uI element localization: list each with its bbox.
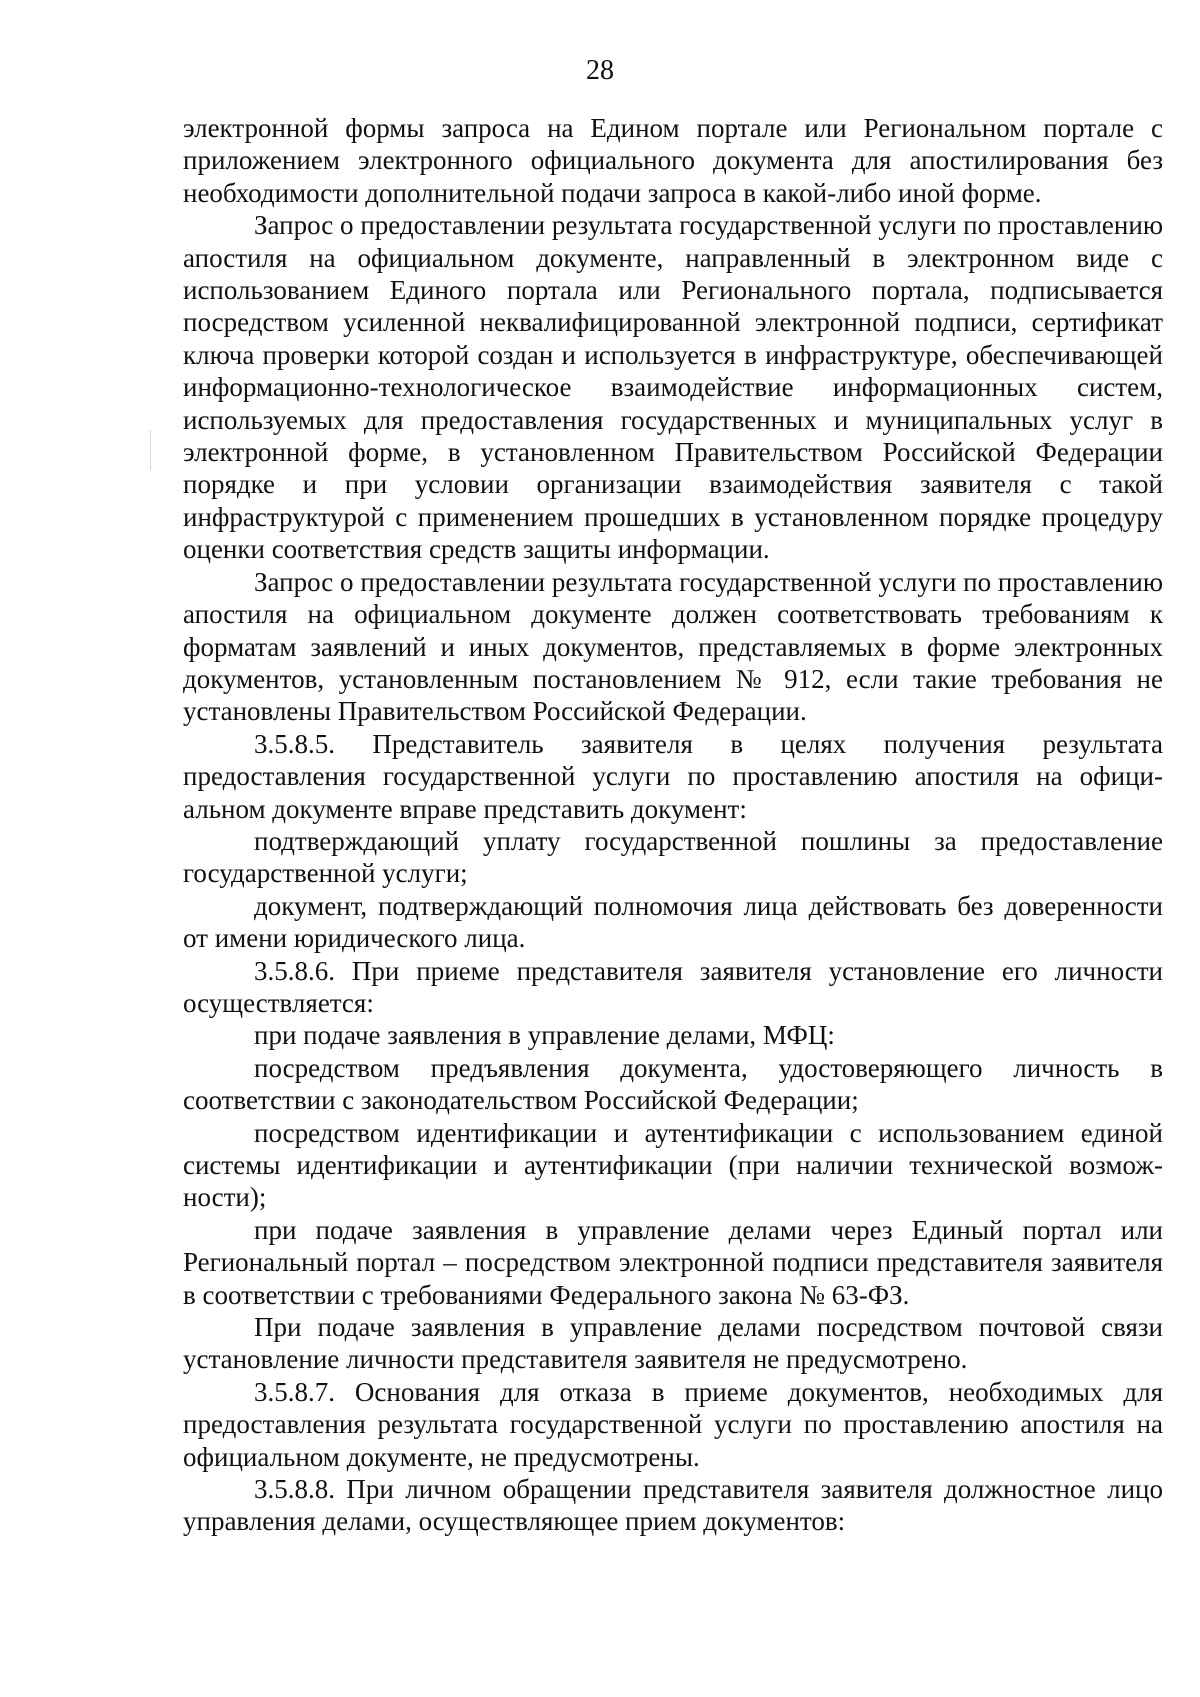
paragraph-portal-submission: при подаче заявления в управление делами через Единый портал или Региональный портал – посредством электронной подписи представителя заявителя в соответствии с требованиями Федерального закона № 63-ФЗ. <box>183 1214 1163 1310</box>
paragraph-3-5-8-7: 3.5.8.7. Основания для отказа в приеме документов, необходимых для предоставления результата государственной услуги по проставлению апостиля на официальном документе, не предусмотрены. <box>183 1376 1163 1472</box>
paragraph-identity-document: посредством предъявления документа, удостоверяющего личность в соответствии с законодательством Российской Федерации; <box>183 1052 1163 1116</box>
paragraph-3-5-8-5: 3.5.8.5. Представитель заявителя в целях получения результата предоставления государственной услуги по проставлению апостиля на официальном документе вправе представить документ: <box>183 728 1163 824</box>
paragraph-fee-payment-document: подтверждающий уплату государственной пошлины за предоставление государственной услуги; <box>183 825 1163 889</box>
paragraph-continuation: электронной формы запроса на Едином портале или Региональном портале с приложением электронного официального документа для апостилирования без необходимости дополнительной подачи запроса в какой-либо иной форме. <box>183 113 1163 208</box>
paragraph-authority-document: документ, подтверждающий полномочия лица действовать без доверенности от имени юридического лица. <box>183 890 1163 954</box>
paragraph-3-5-8-6: 3.5.8.6. При приеме представителя заявителя установление его личности осуществляется: <box>183 955 1163 1018</box>
page-number: 28 <box>586 55 614 86</box>
scan-artifact <box>150 430 151 470</box>
paragraph-in-person-submission: при подаче заявления в управление делами, МФЦ: <box>254 1020 835 1051</box>
paragraph-3-5-8-8: 3.5.8.8. При личном обращении представителя заявителя должностное лицо управления делами, осуществляющее прием документов: <box>183 1474 1163 1537</box>
paragraph-request-format-requirements: Запрос о предоставлении результата государственной услуги по проставлению апостиля на официальном документе должен соответствовать требованиям к форматам заявлений и иных документов, представляемых в форме электронных документов, установленным постановлением № 912, если такие требования не установлены Правительством Российской Федерации. <box>183 566 1163 727</box>
document-body <box>183 112 1163 1538</box>
paragraph-identification-system: посредством идентификации и аутентификации с использованием единой системы идентификации и аутентификации (при наличии технической возможности); <box>183 1117 1163 1213</box>
paragraph-postal-submission: При подаче заявления в управление делами посредством почтовой связи установление личности представителя заявителя не предусмотрено. <box>183 1312 1163 1375</box>
paragraph-electronic-request-signature: Запрос о предоставлении результата государственной услуги по проставлению апостиля на официальном документе, направленный в электронном виде с использованием Единого портала или Регионального портала, подписывается посредством усиленной неквалифицированной электронной подписи, сертификат ключа проверки которой создан и используется в инфраструктуре, обеспечивающей информационно-технологическое взаимодействие информационных систем, используемых для предоставления государственных и муниципальных услуг в электронной форме, в установленном Правительством Российской Федерации порядке и при условии организации взаимодействия заявителя с такой инфраструктурой с применением прошедших в установленном порядке процедуру оценки соответствия средств защиты информации. <box>183 210 1163 565</box>
